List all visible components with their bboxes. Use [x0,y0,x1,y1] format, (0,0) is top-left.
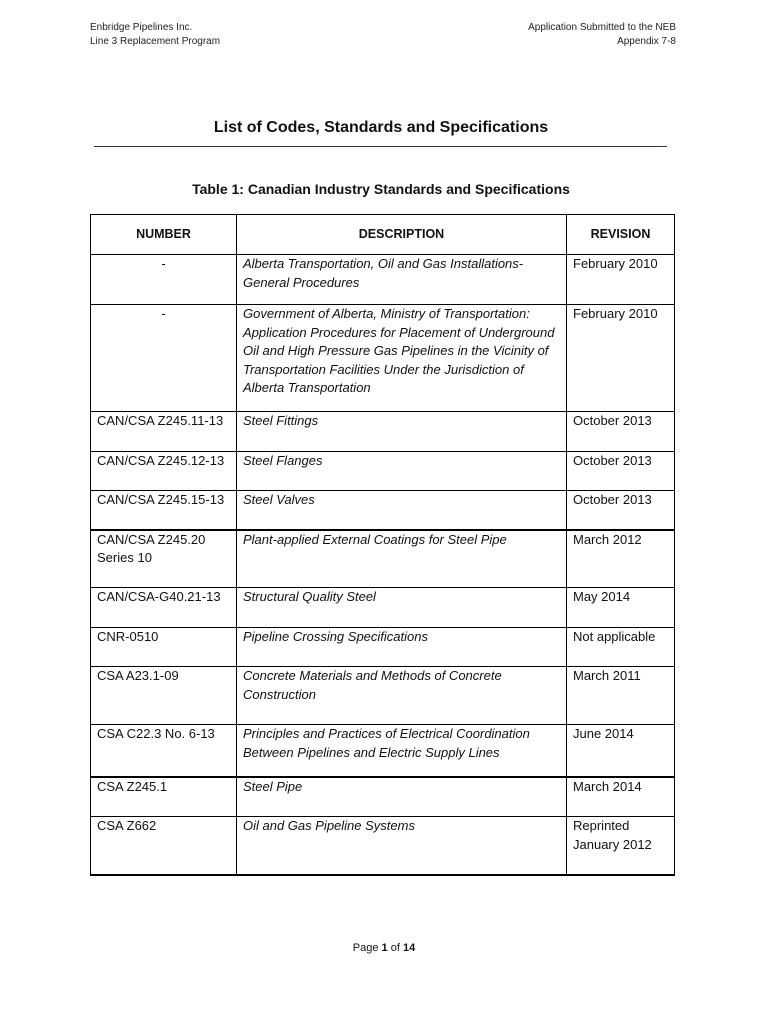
cell-number: CAN/CSA-G40.21-13 [91,588,237,628]
table-row [91,667,675,725]
title-divider [94,146,667,147]
page-total: 14 [402,942,416,954]
column-header-number: NUMBER [91,215,237,255]
of-word: of [390,942,400,954]
cell-number: CAN/CSA Z245.11-13 [91,412,237,452]
header-left [90,21,220,48]
cell-description: Steel Valves [237,491,567,530]
cell-revision: October 2013 [567,452,675,491]
cell-number: CAN/CSA Z245.20 Series 10 [91,530,237,588]
cell-revision: May 2014 [567,588,675,628]
cell-description: Steel Fittings [237,412,567,452]
document-title: List of Codes, Standards and Specifications [213,119,549,136]
cell-number: CNR-0510 [91,628,237,667]
page-footer [0,942,768,954]
cell-revision: March 2012 [567,530,675,588]
program-name: Line 3 Replacement Program [90,35,221,47]
cell-description: Steel Flanges [237,452,567,491]
appendix-label: Appendix 7-8 [617,35,676,47]
cell-revision: October 2013 [567,412,675,452]
cell-number: CSA Z662 [91,817,237,875]
standards-table [90,214,675,876]
page-word: Page [352,942,379,954]
table-row [91,530,675,588]
cell-number: CSA C22.3 No. 6-13 [91,725,237,777]
cell-revision: March 2014 [567,777,675,817]
table-row [91,725,675,777]
cell-number: CSA A23.1-09 [91,667,237,725]
cell-number: CAN/CSA Z245.12-13 [91,452,237,491]
submission-label: Application Submitted to the NEB [528,22,676,33]
cell-number: CAN/CSA Z245.15-13 [91,491,237,530]
table-row [91,628,675,667]
cell-revision: Reprinted January 2012 [567,817,675,875]
table-row [91,588,675,628]
page-number: 1 [381,942,388,954]
table-row [91,491,675,530]
cell-revision: February 2010 [567,255,675,305]
cell-revision: October 2013 [567,491,675,530]
cell-description: Oil and Gas Pipeline Systems [237,817,567,875]
table-row [91,305,675,412]
table-caption: Table 1: Canadian Industry Standards and Specifications [192,181,570,197]
cell-description: Structural Quality Steel [237,588,567,628]
cell-number: CSA Z245.1 [91,777,237,817]
cell-number: - [91,305,237,412]
company-name: Enbridge Pipelines Inc. [90,22,193,33]
cell-revision: March 2011 [567,667,675,725]
cell-description: Alberta Transportation, Oil and Gas Installations-General Procedures [237,255,567,305]
table-row [91,452,675,491]
cell-description: Government of Alberta, Ministry of Transportation: Application Procedures for Placement of Underground Oil and High Pressure Gas Pipelines in the Vicinity of Transportation Facilities Under the Jurisdiction of Alberta Transportation [237,305,567,412]
cell-description: Principles and Practices of Electrical Coordination Between Pipelines and Electric Supply Lines [237,725,567,777]
table-row [91,777,675,817]
cell-number: - [91,255,237,305]
header-right [528,21,676,48]
column-header-description: DESCRIPTION [237,215,567,255]
cell-description: Plant-applied External Coatings for Steel Pipe [237,530,567,588]
cell-description: Steel Pipe [237,777,567,817]
cell-description: Pipeline Crossing Specifications [237,628,567,667]
table-row [91,412,675,452]
table-header-row [91,215,675,255]
cell-description: Concrete Materials and Methods of Concrete Construction [237,667,567,725]
column-header-revision: REVISION [567,215,675,255]
table-row [91,817,675,875]
cell-revision: Not applicable [567,628,675,667]
table-row [91,255,675,305]
cell-revision: June 2014 [567,725,675,777]
cell-revision: February 2010 [567,305,675,412]
